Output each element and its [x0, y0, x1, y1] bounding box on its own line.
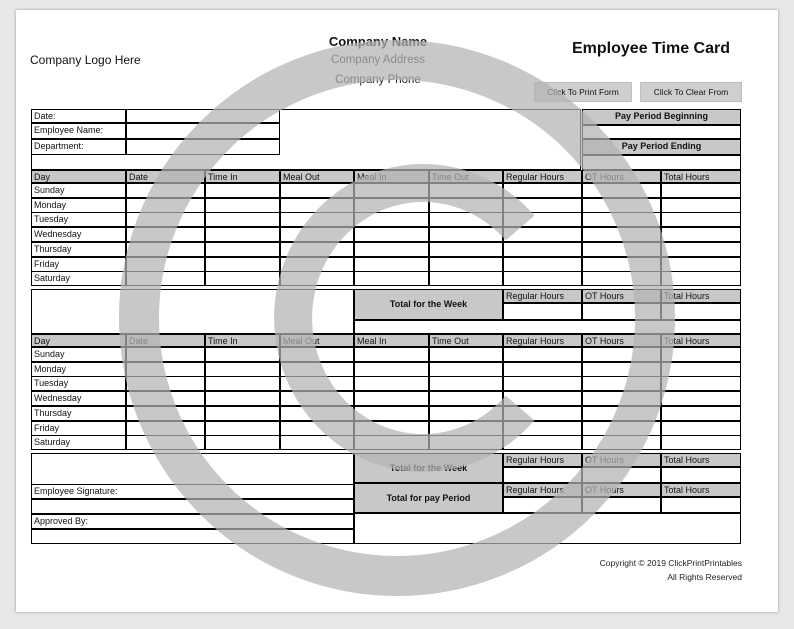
print-form-button[interactable]: Click To Print Form	[534, 82, 632, 102]
week2-entry-cell[interactable]	[354, 391, 429, 406]
week1-regular-hours-label: Regular Hours	[503, 289, 582, 303]
pay-period-ot-hours-field[interactable]	[582, 497, 661, 513]
week2-header-6: Regular Hours	[503, 334, 582, 347]
week2-regular-hours-field[interactable]	[503, 467, 582, 483]
week1-header-1: Date	[126, 170, 205, 183]
week2-entry-cell[interactable]	[126, 435, 205, 450]
pay-period-regular-hours-label: Regular Hours	[503, 483, 582, 497]
week2-entry-cell[interactable]	[280, 391, 354, 406]
week1-header-0: Day	[31, 170, 126, 183]
week2-entry-cell[interactable]	[661, 347, 741, 362]
week1-entry-cell[interactable]	[126, 183, 205, 198]
week2-entry-cell[interactable]	[205, 347, 280, 362]
week1-entry-cell[interactable]	[661, 227, 741, 242]
week2-entry-cell[interactable]	[503, 421, 582, 436]
week1-header-8: Total Hours	[661, 170, 741, 183]
week2-day: Saturday	[31, 435, 126, 450]
pay-period-ending-label: Pay Period Ending	[582, 139, 741, 155]
week2-entry-cell[interactable]	[661, 391, 741, 406]
week1-entry-cell[interactable]	[126, 198, 205, 213]
pay-period-total-hours-label: Total Hours	[661, 483, 741, 497]
week2-entry-cell[interactable]	[582, 376, 661, 391]
week2-header-1: Date	[126, 334, 205, 347]
copyright-notice	[600, 556, 742, 584]
week1-entry-cell[interactable]	[503, 183, 582, 198]
week1-entry-cell[interactable]	[429, 212, 503, 227]
week2-day: Sunday	[31, 347, 126, 362]
week2-entry-cell[interactable]	[354, 347, 429, 362]
week2-entry-cell[interactable]	[429, 406, 503, 421]
week1-entry-cell[interactable]	[582, 212, 661, 227]
week1-entry-cell[interactable]	[126, 242, 205, 257]
week1-ot-hours-label: OT Hours	[582, 289, 661, 303]
week2-entry-cell[interactable]	[429, 391, 503, 406]
rights-line: All Rights Reserved	[667, 572, 742, 582]
week1-header-3: Meal Out	[280, 170, 354, 183]
week1-entry-cell[interactable]	[503, 242, 582, 257]
week1-entry-cell[interactable]	[354, 212, 429, 227]
company-name: Company Name	[328, 34, 428, 49]
week2-entry-cell[interactable]	[582, 391, 661, 406]
week1-entry-cell[interactable]	[354, 242, 429, 257]
week1-entry-cell[interactable]	[205, 242, 280, 257]
week1-entry-cell[interactable]	[280, 198, 354, 213]
week1-total-hours-field[interactable]	[661, 303, 741, 320]
week2-entry-cell[interactable]	[661, 435, 741, 450]
week2-entry-cell[interactable]	[503, 347, 582, 362]
week2-entry-cell[interactable]	[503, 406, 582, 421]
week1-entry-cell[interactable]	[429, 242, 503, 257]
employee-name-label: Employee Name:	[31, 123, 126, 139]
copyright-line: Copyright © 2019 ClickPrintPrintables	[599, 558, 742, 568]
week2-entry-cell[interactable]	[429, 435, 503, 450]
week1-entry-cell[interactable]	[280, 242, 354, 257]
week2-header-8: Total Hours	[661, 334, 741, 347]
week2-entry-cell[interactable]	[280, 406, 354, 421]
department-field[interactable]	[126, 139, 280, 155]
week1-entry-cell[interactable]	[354, 183, 429, 198]
week1-entry-cell[interactable]	[280, 271, 354, 286]
week2-entry-cell[interactable]	[205, 421, 280, 436]
week1-ot-hours-field[interactable]	[582, 303, 661, 320]
week2-entry-cell[interactable]	[126, 391, 205, 406]
week1-entry-cell[interactable]	[280, 257, 354, 272]
week1-entry-cell[interactable]	[429, 271, 503, 286]
pay-period-regular-hours-field[interactable]	[503, 497, 582, 513]
week1-entry-cell[interactable]	[661, 242, 741, 257]
week2-entry-cell[interactable]	[354, 435, 429, 450]
week1-entry-cell[interactable]	[429, 227, 503, 242]
week1-entry-cell[interactable]	[429, 183, 503, 198]
week2-entry-cell[interactable]	[661, 376, 741, 391]
week1-entry-cell[interactable]	[503, 212, 582, 227]
week1-entry-cell[interactable]	[126, 257, 205, 272]
week2-entry-cell[interactable]	[429, 376, 503, 391]
week1-entry-cell[interactable]	[280, 227, 354, 242]
week2-entry-cell[interactable]	[280, 435, 354, 450]
week1-entry-cell[interactable]	[126, 227, 205, 242]
week1-day: Thursday	[31, 242, 126, 257]
week1-total-hours-label: Total Hours	[661, 289, 741, 303]
week2-entry-cell[interactable]	[126, 406, 205, 421]
week1-entry-cell[interactable]	[503, 198, 582, 213]
company-logo-placeholder: Company Logo Here	[30, 53, 141, 67]
week1-entry-cell[interactable]	[661, 271, 741, 286]
week1-day: Sunday	[31, 183, 126, 198]
week2-ot-hours-label: OT Hours	[582, 453, 661, 467]
week2-regular-hours-label: Regular Hours	[503, 453, 582, 467]
week2-entry-cell[interactable]	[503, 435, 582, 450]
week2-entry-cell[interactable]	[354, 406, 429, 421]
week1-day: Monday	[31, 198, 126, 213]
week1-header-4: Meal In	[354, 170, 429, 183]
week2-entry-cell[interactable]	[205, 362, 280, 377]
week1-header-5: Time Out	[429, 170, 503, 183]
week1-entry-cell[interactable]	[503, 227, 582, 242]
week2-entry-cell[interactable]	[354, 421, 429, 436]
week1-header-6: Regular Hours	[503, 170, 582, 183]
clear-form-button[interactable]: Click To Clear From	[640, 82, 742, 102]
week1-header-2: Time In	[205, 170, 280, 183]
pay-period-beginning-field[interactable]	[582, 125, 741, 139]
week1-entry-cell[interactable]	[354, 257, 429, 272]
week2-day: Monday	[31, 362, 126, 377]
week2-entry-cell[interactable]	[205, 435, 280, 450]
week1-entry-cell[interactable]	[503, 257, 582, 272]
week1-total-label: Total for the Week	[354, 289, 503, 320]
week1-entry-cell[interactable]	[126, 271, 205, 286]
week2-ot-hours-field[interactable]	[582, 467, 661, 483]
pay-period-total-hours-field[interactable]	[661, 497, 741, 513]
week2-entry-cell[interactable]	[661, 421, 741, 436]
week2-entry-cell[interactable]	[582, 435, 661, 450]
employee-signature-field[interactable]	[31, 499, 354, 514]
company-phone: Company Phone	[335, 74, 421, 86]
approved-by-field[interactable]	[31, 529, 354, 544]
week1-entry-cell[interactable]	[205, 198, 280, 213]
week2-entry-cell[interactable]	[205, 406, 280, 421]
week2-entry-cell[interactable]	[582, 362, 661, 377]
week1-entry-cell[interactable]	[280, 183, 354, 198]
week2-entry-cell[interactable]	[429, 421, 503, 436]
week1-entry-cell[interactable]	[205, 271, 280, 286]
notes-field[interactable]	[354, 513, 741, 544]
week1-entry-cell[interactable]	[582, 198, 661, 213]
week2-header-4: Meal In	[354, 334, 429, 347]
week1-entry-cell[interactable]	[503, 271, 582, 286]
week1-entry-cell[interactable]	[205, 257, 280, 272]
week1-entry-cell[interactable]	[582, 183, 661, 198]
week2-entry-cell[interactable]	[503, 362, 582, 377]
week1-notes-area	[31, 289, 354, 334]
week1-entry-cell[interactable]	[354, 271, 429, 286]
week2-day: Tuesday	[31, 376, 126, 391]
week2-day: Wednesday	[31, 391, 126, 406]
week1-header-7: OT Hours	[582, 170, 661, 183]
week1-spacer	[354, 320, 741, 334]
week2-header-0: Day	[31, 334, 126, 347]
week2-entry-cell[interactable]	[126, 362, 205, 377]
week1-day: Friday	[31, 257, 126, 272]
week1-entry-cell[interactable]	[429, 257, 503, 272]
approved-by-label: Approved By:	[31, 514, 354, 529]
employee-name-field[interactable]	[126, 123, 280, 139]
week1-entry-cell[interactable]	[429, 198, 503, 213]
department-label: Department:	[31, 139, 126, 155]
week2-entry-cell[interactable]	[205, 376, 280, 391]
week2-entry-cell[interactable]	[429, 362, 503, 377]
pay-period-ending-field[interactable]	[582, 155, 741, 170]
week1-entry-cell[interactable]	[205, 212, 280, 227]
week1-entry-cell[interactable]	[280, 212, 354, 227]
document-title: Employee Time Card	[572, 40, 730, 57]
week2-entry-cell[interactable]	[205, 391, 280, 406]
week2-entry-cell[interactable]	[126, 421, 205, 436]
week2-header-3: Meal Out	[280, 334, 354, 347]
week1-entry-cell[interactable]	[354, 198, 429, 213]
pay-period-total-label: Total for pay Period	[354, 483, 503, 513]
week1-day: Tuesday	[31, 212, 126, 227]
week2-total-hours-label: Total Hours	[661, 453, 741, 467]
week2-day: Thursday	[31, 406, 126, 421]
week2-entry-cell[interactable]	[126, 376, 205, 391]
week2-entry-cell[interactable]	[582, 347, 661, 362]
week2-entry-cell[interactable]	[429, 347, 503, 362]
week1-day: Wednesday	[31, 227, 126, 242]
week2-total-label: Total for the Week	[354, 453, 503, 483]
week1-entry-cell[interactable]	[582, 271, 661, 286]
week2-header-5: Time Out	[429, 334, 503, 347]
week2-entry-cell[interactable]	[661, 406, 741, 421]
week2-total-hours-field[interactable]	[661, 467, 741, 483]
week2-entry-cell[interactable]	[354, 362, 429, 377]
pay-period-ot-hours-label: OT Hours	[582, 483, 661, 497]
week1-day: Saturday	[31, 271, 126, 286]
week2-entry-cell[interactable]	[354, 376, 429, 391]
week2-entry-cell[interactable]	[280, 376, 354, 391]
week2-entry-cell[interactable]	[661, 362, 741, 377]
week1-regular-hours-field[interactable]	[503, 303, 582, 320]
week2-entry-cell[interactable]	[582, 406, 661, 421]
week2-entry-cell[interactable]	[503, 376, 582, 391]
week2-entry-cell[interactable]	[280, 347, 354, 362]
week2-day: Friday	[31, 421, 126, 436]
week1-entry-cell[interactable]	[661, 198, 741, 213]
week2-header-2: Time In	[205, 334, 280, 347]
week1-entry-cell[interactable]	[354, 227, 429, 242]
week2-entry-cell[interactable]	[503, 391, 582, 406]
week2-header-7: OT Hours	[582, 334, 661, 347]
week2-entry-cell[interactable]	[280, 421, 354, 436]
company-address: Company Address	[331, 54, 425, 66]
week1-entry-cell[interactable]	[205, 227, 280, 242]
week1-entry-cell[interactable]	[126, 212, 205, 227]
week1-entry-cell[interactable]	[661, 183, 741, 198]
pay-period-beginning-label: Pay Period Beginning	[582, 109, 741, 125]
date-label: Date:	[31, 109, 126, 123]
week1-entry-cell[interactable]	[582, 227, 661, 242]
week2-entry-cell[interactable]	[280, 362, 354, 377]
date-field[interactable]	[126, 109, 280, 123]
week1-entry-cell[interactable]	[582, 242, 661, 257]
week1-entry-cell[interactable]	[661, 212, 741, 227]
week1-entry-cell[interactable]	[661, 257, 741, 272]
week2-entry-cell[interactable]	[126, 347, 205, 362]
employee-signature-label: Employee Signature:	[31, 484, 354, 499]
week2-entry-cell[interactable]	[582, 421, 661, 436]
week1-entry-cell[interactable]	[582, 257, 661, 272]
week1-entry-cell[interactable]	[205, 183, 280, 198]
